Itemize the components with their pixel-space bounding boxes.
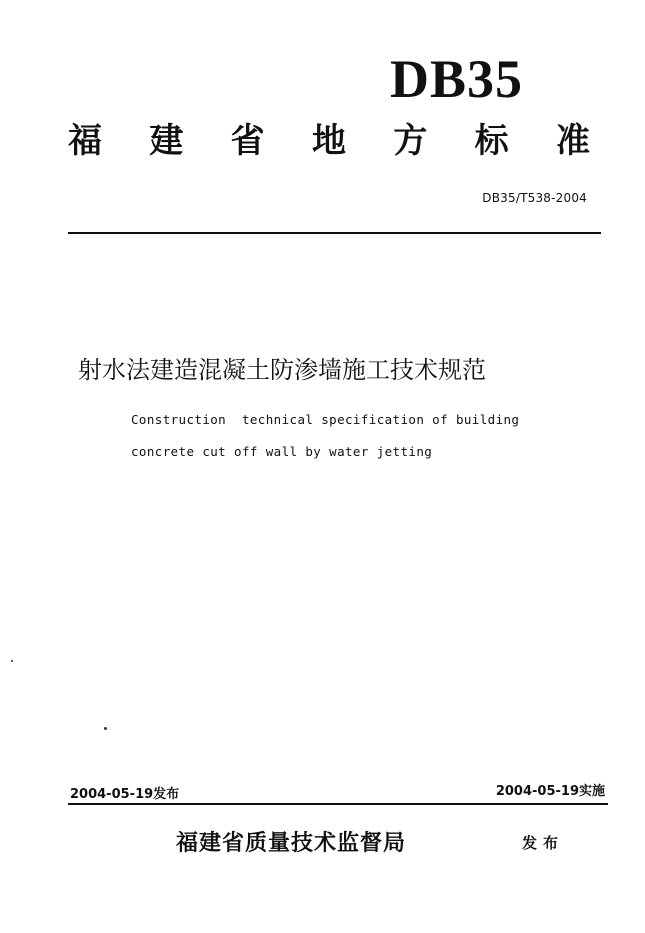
document-title-english-line1: Construction technical specification of building [131,412,520,427]
document-title-english-line2: concrete cut off wall by water jetting [131,444,433,459]
scan-speck [104,727,107,730]
document-title-chinese: 射水法建造混凝土防渗墙施工技术规范 [78,356,486,384]
top-divider [68,232,601,234]
standard-code: DB35 [389,49,523,109]
standard-type-char: 准 [555,121,590,161]
standard-type-char: 建 [149,121,184,161]
standard-type-char: 标 [474,121,509,161]
bottom-divider [68,803,608,805]
standard-type-char: 地 [311,121,346,161]
publisher-name: 福建省质量技术监督局 [176,830,407,856]
standard-type-char: 福 [68,121,102,161]
publish-label: 发布 [522,834,565,852]
standard-type-char: 方 [393,121,428,161]
standard-type-heading [68,121,590,161]
issue-date: 2004-05-19发布 [70,787,180,802]
standard-type-char: 省 [230,121,265,161]
scan-speck [11,660,13,662]
standard-number: DB35/T538-2004 [482,191,587,205]
implementation-date: 2004-05-19实施 [495,784,605,799]
